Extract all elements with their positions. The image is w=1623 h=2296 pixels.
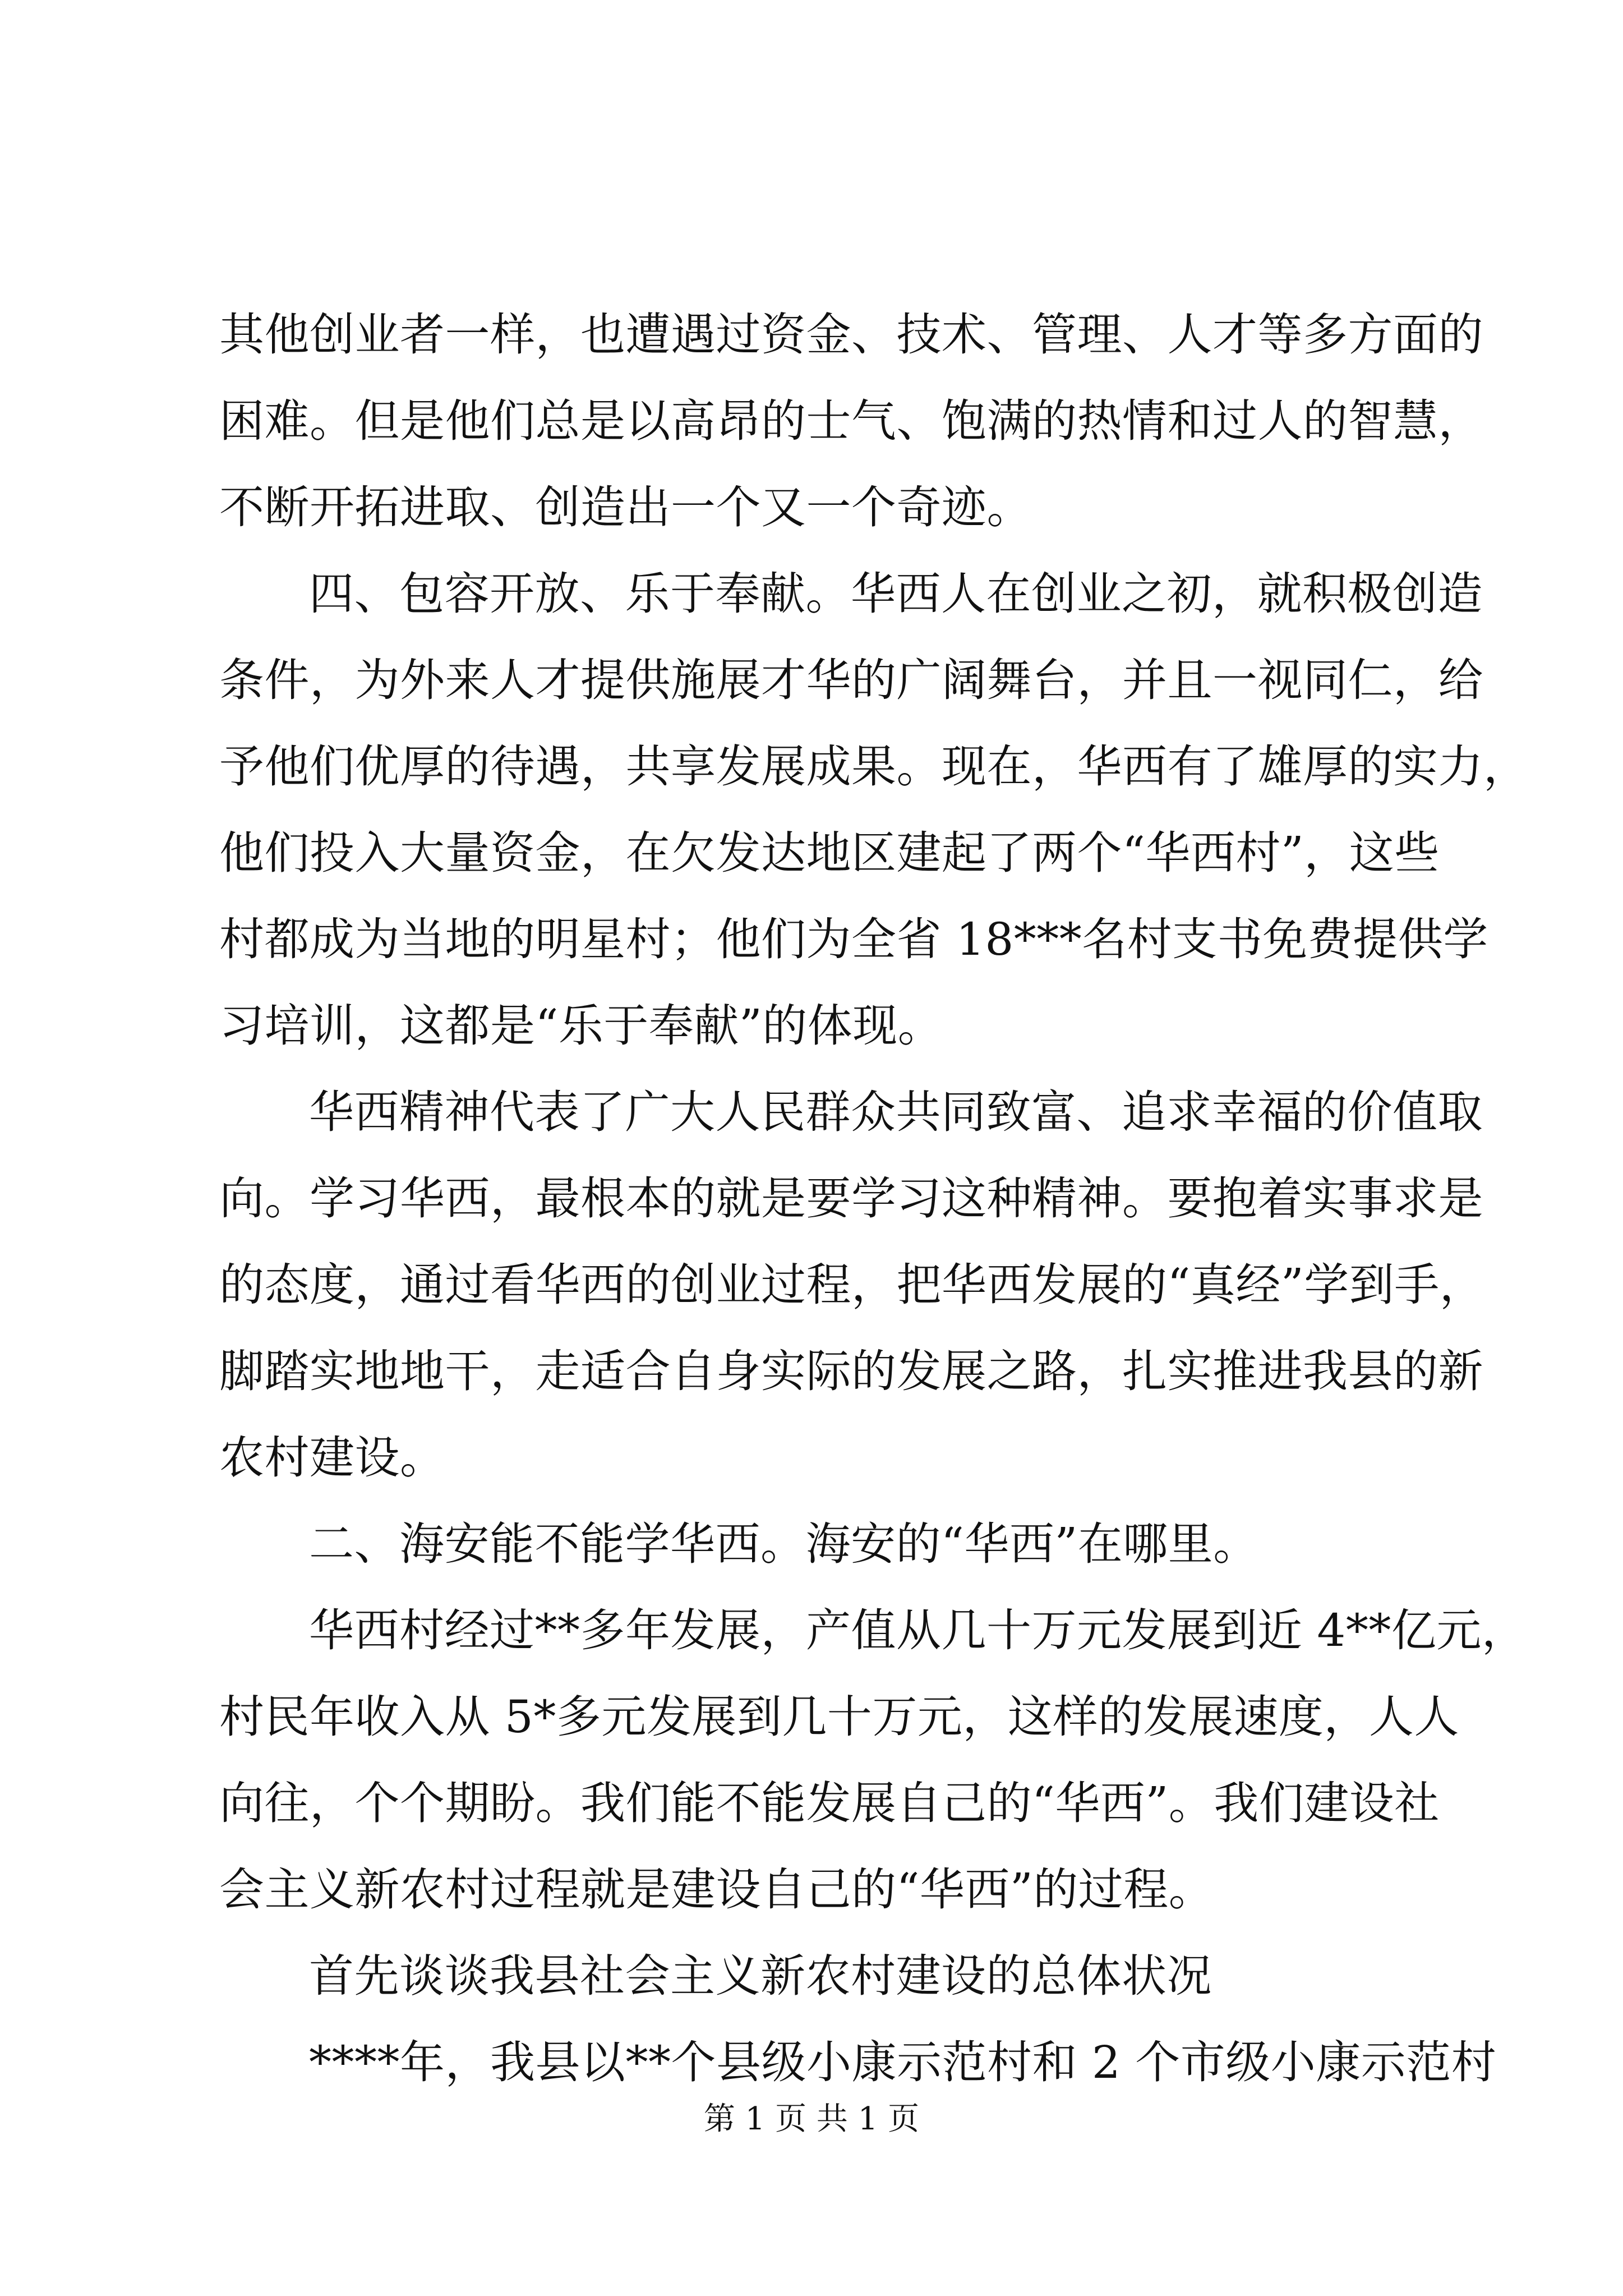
text-line: 脚踏实地地干，走适合自身实际的发展之路，扎实推进我县的新 [219,1345,1483,1397]
text-line: 华西精神代表了广大人民群众共同致富、追求幸福的价值取 [309,1086,1483,1138]
text-line: 的态度，通过看华西的创业过程，把华西发展的“真经”学到手， [219,1259,1485,1311]
text-line: 四、包容开放、乐于奉献。华西人在创业之初，就积极创造 [309,568,1483,620]
text-line: 二、海安能不能学华西。海安的“华西”在哪里。 [309,1518,1258,1570]
page-footer: 第 1 页 共 1 页 [703,2101,920,2137]
text-line: 会主义新农村过程就是建设自己的“华西”的过程。 [219,1864,1214,1916]
text-line: 习培训，这都是“乐于奉献”的体现。 [219,1000,943,1052]
text-line: 条件，为外来人才提供施展才华的广阔舞台，并且一视同仁，给 [219,654,1483,706]
text-line: 困难。但是他们总是以高昂的士气、饱满的热情和过人的智慧， [219,395,1483,447]
text-line: 其他创业者一样，也遭遇过资金、技术、管理、人才等多方面的 [219,309,1483,361]
text-line: 华西村经过**多年发展，产值从几十万元发展到近 4**亿元， [309,1604,1527,1657]
text-line: 予他们优厚的待遇，共享发展成果。现在，华西有了雄厚的实力， [219,740,1529,793]
text-line: 不断开拓进取、创造出一个又一个奇迹。 [219,481,1032,533]
text-line: 向往，个个期盼。我们能不能发展自己的“华西”。我们建设社 [219,1777,1440,1829]
text-line: ****年，我县以**个县级小康示范村和 2 个市级小康示范村 [309,2036,1497,2088]
text-line: 首先谈谈我县社会主义新农村建设的总体状况 [309,1950,1212,2002]
text-line: 他们投入大量资金，在欠发达地区建起了两个“华西村”，这些 [219,827,1440,879]
text-line: 村都成为当地的明星村；他们为全省 18***名村支书免费提供学 [219,913,1488,965]
text-line: 农村建设。 [219,1432,445,1484]
document-body [219,292,1529,2106]
text-line: 村民年收入从 5*多元发展到几十万元，这样的发展速度，人人 [219,1691,1459,1743]
text-line: 向。学习华西，最根本的就是要学习这种精神。要抱着实事求是 [219,1172,1483,1225]
